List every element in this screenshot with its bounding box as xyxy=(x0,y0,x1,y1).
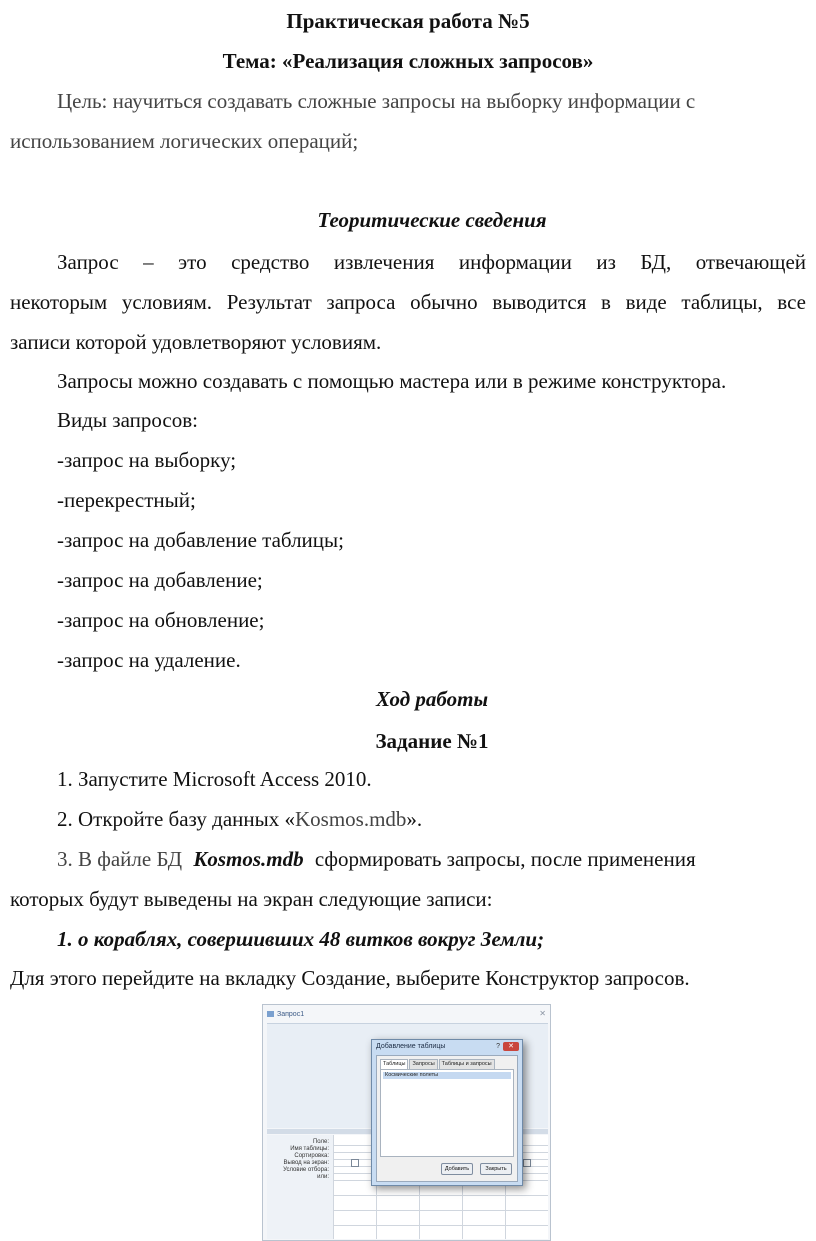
close-icon: ✕ xyxy=(539,1009,546,1018)
query-icon xyxy=(267,1011,274,1017)
grid-label: Имя таблицы: xyxy=(290,1146,329,1152)
grid-label: Вывод на экран: xyxy=(283,1160,329,1166)
theory-line-2: некоторым условиям. Результат запроса обычно выводится в виде таблицы, все xyxy=(10,290,806,314)
step-3-db: Kosmos.mdb xyxy=(193,847,304,871)
step-3 xyxy=(57,846,696,872)
dialog-close-button[interactable]: ✕ xyxy=(503,1042,519,1051)
grid-label: или: xyxy=(317,1174,329,1180)
query-tab-title: Запрос1 xyxy=(277,1011,305,1018)
type-item: -перекрестный; xyxy=(57,488,196,512)
theory-line-3: записи которой удовлетворяют условиям. xyxy=(10,330,382,354)
page-title: Практическая работа №5 xyxy=(286,9,530,33)
tab-tables[interactable]: Таблицы xyxy=(380,1059,408,1069)
theory-heading: Теоритические сведения xyxy=(317,208,547,232)
grid-label: Сортировка: xyxy=(294,1153,329,1159)
step-1: 1. Запустите Microsoft Access 2010. xyxy=(57,767,372,791)
type-item: -запрос на удаление. xyxy=(57,648,241,672)
grid-label: Условие отбора: xyxy=(283,1167,329,1173)
step-2 xyxy=(57,806,422,832)
type-item: -запрос на добавление; xyxy=(57,568,263,592)
list-item[interactable]: Космические полеты xyxy=(383,1072,511,1079)
add-button[interactable]: Добавить xyxy=(441,1163,473,1175)
step-3-suffix: сформировать запросы, после применения xyxy=(309,847,696,871)
add-table-dialog xyxy=(371,1039,523,1186)
theory-line-4: Запросы можно создавать с помощью мастера или в режиме конструктора. xyxy=(57,369,727,393)
goal-label: Цель: xyxy=(57,89,108,113)
work-heading: Ход работы xyxy=(375,687,489,711)
close-button[interactable]: Закрыть xyxy=(480,1163,512,1175)
step-2-suffix: ». xyxy=(406,807,423,831)
step-2-file: Kosmos.mdb xyxy=(294,807,407,831)
topic-line: Тема: «Реализация сложных запросов» xyxy=(222,49,594,73)
grid-label: Поле: xyxy=(312,1139,329,1145)
goal-line-1 xyxy=(57,88,695,114)
access-screenshot xyxy=(262,1004,551,1241)
step-2-prefix: 2. Откройте базу данных « xyxy=(57,807,295,831)
type-item: -запрос на выборку; xyxy=(57,448,237,472)
type-item: -запрос на обновление; xyxy=(57,608,265,632)
show-checkbox[interactable] xyxy=(351,1159,359,1167)
tab-tables-and-queries[interactable]: Таблицы и запросы xyxy=(439,1059,495,1069)
theory-line-1: Запрос – это средство извлечения информации из БД, отвечающей xyxy=(57,250,806,274)
dialog-title: Добавление таблицы xyxy=(376,1043,446,1050)
help-icon[interactable]: ? xyxy=(496,1043,500,1050)
dialog-tabs xyxy=(380,1059,496,1069)
dialog-body xyxy=(376,1055,518,1182)
table-list xyxy=(380,1069,514,1157)
step-3-prefix: 3. В файле БД xyxy=(57,847,188,871)
step-3-line-2: которых будут выведены на экран следующие записи: xyxy=(10,887,493,911)
types-label: Виды запросов: xyxy=(57,408,198,432)
goal-text: научиться создавать сложные запросы на выборку информации с xyxy=(107,89,696,113)
query-tab xyxy=(267,1009,304,1021)
goal-line-2: использованием логических операций; xyxy=(10,129,359,153)
instruction: Для этого перейдите на вкладку Создание, выберите Конструктор запросов. xyxy=(10,966,690,990)
subtask: 1. о кораблях, совершивших 48 витков вокруг Земли; xyxy=(57,927,545,951)
tab-queries[interactable]: Запросы xyxy=(409,1059,437,1069)
show-checkbox[interactable] xyxy=(523,1159,531,1167)
task-title: Задание №1 xyxy=(375,729,489,753)
type-item: -запрос на добавление таблицы; xyxy=(57,528,344,552)
